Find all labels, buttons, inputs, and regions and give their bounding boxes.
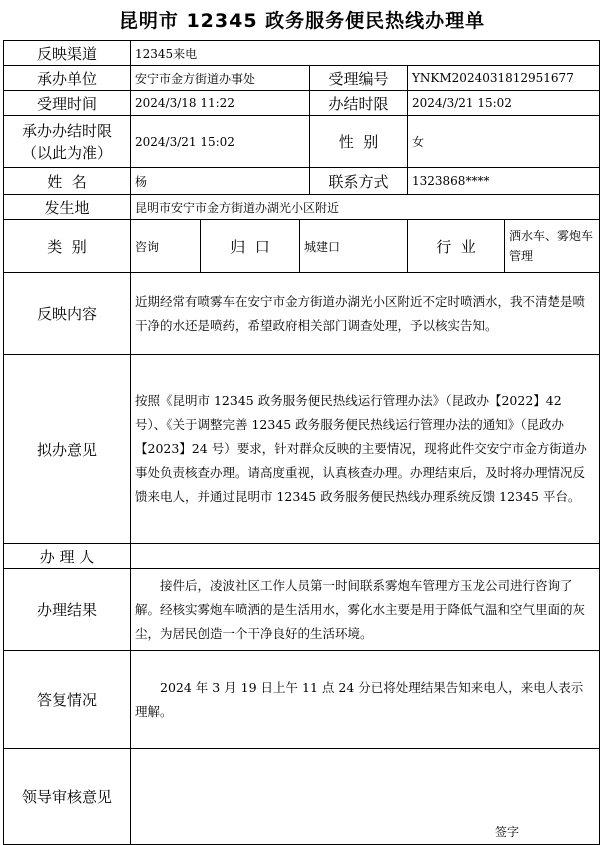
leader-cell [131, 749, 600, 845]
assist-deadline-label: 承办办结时限（以此为准） [4, 116, 131, 168]
accept-no-label: 受理编号 [310, 66, 408, 91]
row-leader [4, 749, 600, 845]
deadline-label: 办结时限 [310, 91, 408, 116]
gender-label: 性 别 [310, 116, 408, 168]
row-channel [4, 41, 600, 66]
reply-label: 答复情况 [4, 651, 131, 749]
row-content [4, 273, 600, 355]
handler-person-value [131, 544, 600, 569]
row-handler-unit [4, 66, 600, 91]
location-label: 发生地 [4, 195, 131, 220]
reply-value: 2024 年 3 月 19 日上午 11 点 24 分已将处理结果告知来电人，来电人表示理解。 [131, 651, 600, 749]
industry-value: 洒水车、雾炮车管理 [505, 220, 600, 273]
row-assist-deadline [4, 116, 600, 168]
result-label: 办理结果 [4, 569, 131, 651]
location-value: 昆明市安宁市金方街道办湖光小区附近 [131, 195, 600, 220]
row-handler-person [4, 544, 600, 569]
accept-no-value: YNKM2024031812951677 [408, 66, 600, 91]
row-reply [4, 651, 600, 749]
channel-label: 反映渠道 [4, 41, 131, 66]
signature-label: 签字 [495, 825, 520, 839]
row-name [4, 168, 600, 195]
row-location [4, 195, 600, 220]
belong-label: 归 口 [201, 220, 300, 273]
name-label: 姓 名 [4, 168, 131, 195]
handler-person-label: 办 理 人 [4, 544, 131, 569]
handler-unit-label: 承办单位 [4, 66, 131, 91]
row-category [4, 220, 600, 273]
category-label: 类 别 [4, 220, 131, 273]
assist-deadline-value: 2024/3/21 15:02 [131, 116, 310, 168]
opinion-value: 按照《昆明市 12345 政务服务便民热线运行管理办法》（昆政办【2022】42 号）、《关于调整完善 12345 政务服务便民热线运行管理办法的通知》（昆政办【2023】24 号）要求，针对群众反映的主要情况，现将此件交安宁市金方街道办事处负责核查办理。请高度重视，认真核查办理。办理结束后，及时将办理情况反馈来电人，并通过昆明市 12345 政务服务便民热线办理系统反馈 12345 平台。 [131, 355, 600, 544]
category-value: 咨询 [131, 220, 201, 273]
row-opinion [4, 355, 600, 544]
deadline-value: 2024/3/21 15:02 [408, 91, 600, 116]
row-accept-time [4, 91, 600, 116]
contact-label: 联系方式 [310, 168, 408, 195]
row-result [4, 569, 600, 651]
leader-label: 领导审核意见 [4, 749, 131, 845]
handler-unit-value: 安宁市金方街道办事处 [131, 66, 310, 91]
name-value: 杨 [131, 168, 310, 195]
page-title: 昆明市 12345 政务服务便民热线办理单 [118, 10, 486, 32]
channel-value: 12345来电 [131, 41, 600, 66]
industry-label: 行 业 [408, 220, 505, 273]
gender-value: 女 [408, 116, 600, 168]
belong-value: 城建口 [300, 220, 408, 273]
accept-time-label: 受理时间 [4, 91, 131, 116]
hotline-form-table [3, 40, 600, 845]
contact-value: 1323868**** [408, 168, 600, 195]
content-value: 近期经常有喷雾车在安宁市金方街道办湖光小区附近不定时喷洒水，我不清楚是喷干净的水还是喷药，希望政府相关部门调查处理，予以核实告知。 [131, 273, 600, 355]
result-value: 接件后，凌波社区工作人员第一时间联系雾炮车管理方玉龙公司进行咨询了解。经核实雾炮车喷洒的是生活用水，雾化水主要是用于降低气温和空气里面的灰尘，为居民创造一个干净良好的生活环境。 [131, 569, 600, 651]
accept-time-value: 2024/3/18 11:22 [131, 91, 310, 116]
opinion-label: 拟办意见 [4, 355, 131, 544]
content-label: 反映内容 [4, 273, 131, 355]
